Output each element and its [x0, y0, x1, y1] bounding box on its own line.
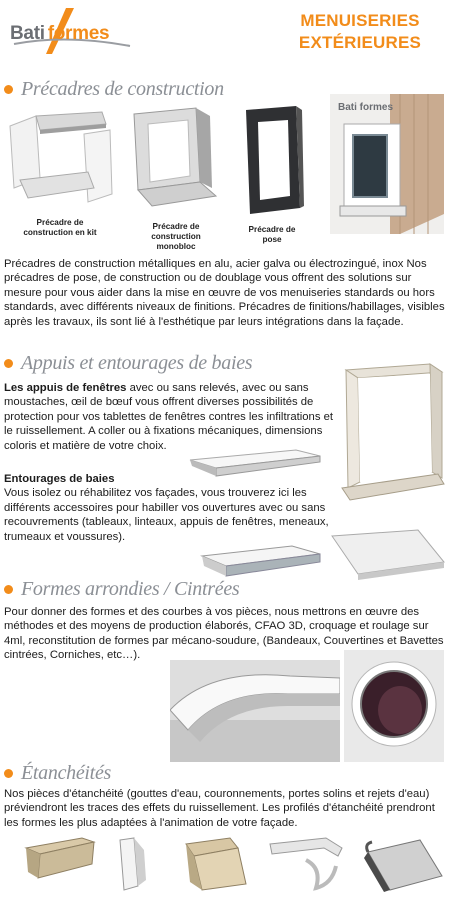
- logo-left-word: Bati: [10, 23, 45, 44]
- precadres-description: Précadres de construction métalliques en alu, acier galva ou électrozingué, inox Nos précadres de pose, de construction ou de doublage vous offrent des solutions sur mesure pour vous aider dans la mise en œuvre de vos menuiseries standards ou hors standards, avec différents niveaux de finitions. Précadres de finitions/habillages, visibles après les travaux, ils sont lié à l'esthétique par leurs intégrations dans la façade.: [4, 258, 445, 328]
- caption-pose: Précadre de pose: [248, 225, 296, 244]
- sill-tablet-image: [330, 526, 446, 582]
- section-heading-formes: Formes arrondies / Cintrées: [4, 578, 239, 601]
- orange-bullet-icon: [4, 585, 13, 594]
- flashing-profile: [266, 834, 350, 894]
- section-heading-etancheites: Étanchéités: [4, 762, 111, 785]
- orange-bullet-icon: [4, 85, 13, 94]
- precadre-monobloc-image: [126, 106, 222, 214]
- document-title: [280, 10, 440, 54]
- title-line-1: MENUISERIES: [300, 11, 420, 30]
- batiformes-logo: [6, 4, 134, 60]
- precadre-pose-image: [232, 104, 312, 216]
- precadre-kit-image: [6, 108, 116, 208]
- bullseye-window-photo: [344, 650, 444, 762]
- drip-edge-profile-2: [110, 836, 160, 894]
- formes-description: Pour donner des formes et des courbes à vos pièces, nous mettrons en œuvre des méthodes et des moyens de production élaborés, CFAO 3D, croquage et roulage sur 4ml, reconstitution de formes par mécano-soudure, (Bandeaux, Couvertines et Bavettes cintrées, Corniches, etc…).: [4, 606, 444, 662]
- title-line-2: EXTÉRIEURES: [298, 33, 422, 52]
- window-surround-image: [338, 362, 446, 506]
- etancheites-description: Nos pièces d'étanchéité (gouttes d'eau, couronnements, portes solins et rejets d'eau) préviendront les traces des effets du ruissellement. Les profilés d'étanchéité prendront les formes les plus adaptées à l'animation de votre façade.: [4, 788, 435, 829]
- caption-monobloc: Précadre de construction monobloc: [151, 222, 201, 251]
- orange-bullet-icon: [4, 359, 13, 368]
- entourages-rest: Vous isolez ou réhabilitez vos façades, vous trouverez ici les différents accessoires pour habiller vos ouvertures avec ou sans recouvrements (tableaux, linteaux, appuis de fenêtres, meneaux, trumeaux et voussures).: [4, 487, 329, 543]
- orange-bullet-icon: [4, 769, 13, 778]
- facade-window-photo: [330, 94, 444, 234]
- photo-logo: Bati formes: [338, 102, 394, 113]
- logo-right-word: formes: [47, 23, 110, 44]
- appuis-rest: avec ou sans relevés, avec ou sans moustaches, œil de bœuf vous offrent diverses possibilités de protection pour vos tablettes de fenêtres contres les infiltrations et le ruissellement. A coller ou à fixations mécaniques, dimensions coloris et matière de votre choix.: [4, 382, 334, 452]
- drip-edge-profile-1: [22, 834, 98, 894]
- coping-profile: [180, 836, 254, 894]
- section-heading-appuis: Appuis et entourages de baies: [4, 352, 252, 375]
- curved-cornice-photo: [170, 660, 340, 762]
- section-heading-precadres: Précadres de construction: [4, 78, 224, 101]
- caption-kit: Précadre de construction en kit: [23, 218, 97, 237]
- appuis-bold-lead: Les appuis de fenêtres: [4, 382, 127, 394]
- water-deflector-profile: [362, 836, 446, 894]
- entourages-heading: Entourages de baies: [4, 473, 115, 485]
